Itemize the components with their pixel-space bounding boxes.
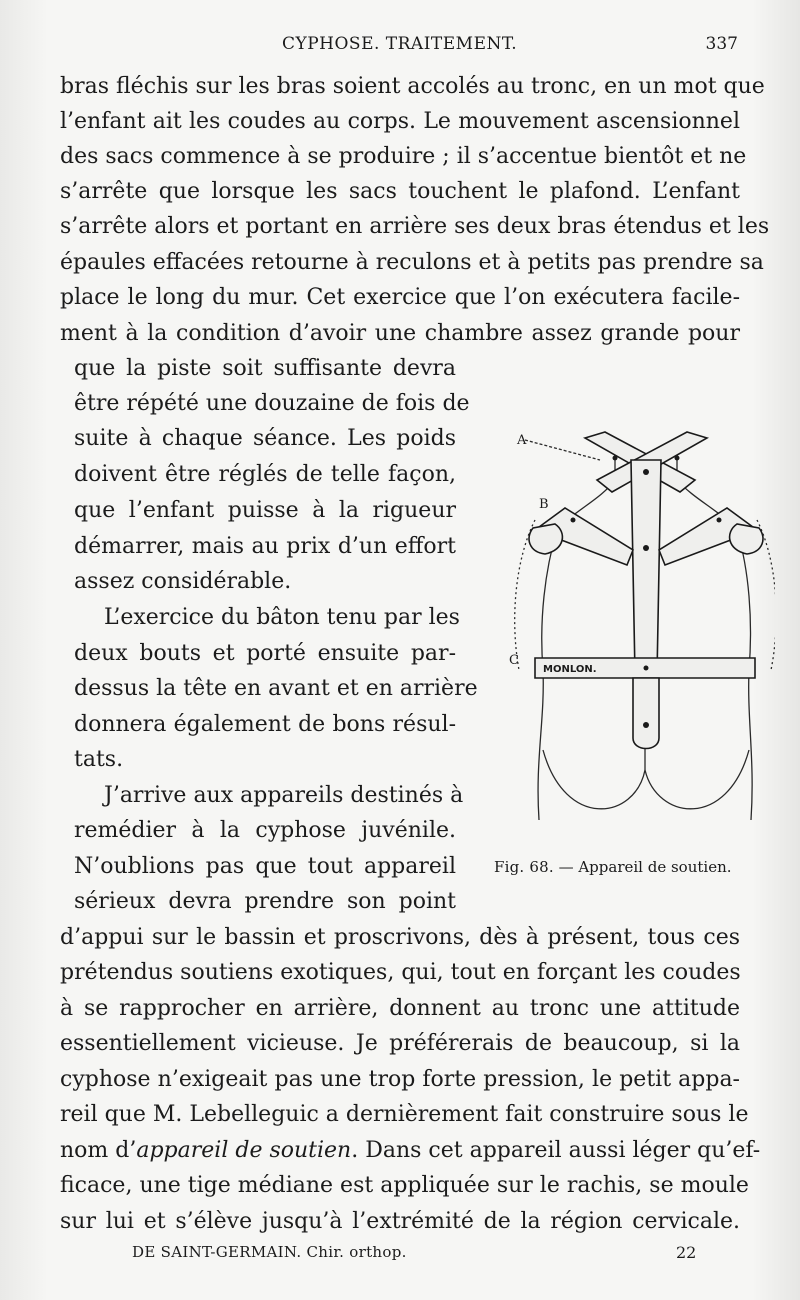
text-line: épaules effacées retourne à reculons et à petits pas prendre sa	[60, 250, 764, 275]
text-line: J’arrive aux appareils destinés à	[104, 783, 464, 808]
label-a: A	[517, 433, 527, 448]
label-c: C	[509, 653, 519, 668]
brace-illustration	[505, 420, 775, 840]
text-line: s’arrête alors et portant en arrière ses deux bras étendus et les	[60, 214, 770, 239]
text-line: suite à chaque séance. Les poids	[74, 426, 456, 451]
text-line: que l’enfant puisse à la rigueur	[74, 498, 456, 523]
text-line: reil que M. Lebelleguic a dernièrement fait construire sous le	[60, 1102, 749, 1127]
page-header	[0, 34, 800, 60]
text-line: sur lui et s’élève jusqu’à l’extrémité de la région cervicale.	[60, 1209, 740, 1234]
text-line: des sacs commence à se produire ; il s’accentue bientôt et ne	[60, 144, 747, 169]
text-line: L’exercice du bâton tenu par les	[104, 605, 460, 630]
text-line: place le long du mur. Cet exercice que l’on exécutera facile-	[60, 285, 740, 310]
text-line: ficace, une tige médiane est appliquée sur le rachis, se moule	[60, 1173, 749, 1198]
emphasized-term: appareil de soutien	[136, 1138, 352, 1163]
text-line: démarrer, mais au prix d’un effort	[74, 534, 456, 559]
text-line: dessus la tête en avant et en arrière	[74, 676, 478, 701]
text-line: cyphose n’exigeait pas une trop forte pression, le petit appa-	[60, 1067, 740, 1092]
text-line: à se rapprocher en arrière, donnent au tronc une attitude	[60, 996, 740, 1021]
text-line: d’appui sur le bassin et proscrivons, dès à présent, tous ces	[60, 925, 740, 950]
text-line: ment à la condition d’avoir une chambre assez grande pour	[60, 321, 740, 346]
text-line: remédier à la cyphose juvénile.	[74, 818, 456, 843]
text-line: N’oublions pas que tout appareil	[74, 854, 456, 879]
running-title: CYPHOSE. TRAITEMENT.	[282, 34, 518, 54]
text-line: que la piste soit suffisante devra	[74, 356, 456, 381]
text-line: essentiellement vicieuse. Je préférerais de beaucoup, si la	[60, 1031, 740, 1056]
figure-number: Fig. 68.	[494, 858, 554, 876]
text-line: être répété une douzaine de fois de	[74, 391, 470, 416]
text-line	[60, 1136, 761, 1166]
text-line: deux bouts et porté ensuite par-	[74, 641, 456, 666]
footer-signature: DE SAINT-GERMAIN. Chir. orthop.	[132, 1243, 407, 1261]
text-run: . Dans cet appareil aussi léger qu’ef-	[351, 1138, 761, 1163]
text-line: doivent être réglés de telle façon,	[74, 462, 456, 487]
figure-caption	[494, 858, 732, 876]
text-line: donnera également de bons résul-	[74, 712, 456, 737]
text-line: s’arrête que lorsque les sacs touchent le plafond. L’enfant	[60, 179, 740, 204]
page-number: 337	[705, 34, 738, 54]
page-footer	[0, 1243, 800, 1267]
text-line: sérieux devra prendre son point	[74, 889, 456, 914]
belt-label: MONLON.	[543, 664, 597, 675]
text-line: tats.	[74, 747, 124, 772]
text-line: l’enfant ait les coudes au corps. Le mouvement ascensionnel	[60, 109, 740, 134]
text-line: prétendus soutiens exotiques, qui, tout en forçant les coudes	[60, 960, 741, 985]
figure-caption-text: — Appareil de soutien.	[553, 858, 732, 876]
label-b: B	[539, 497, 549, 512]
text-run: nom d’	[60, 1138, 137, 1163]
text-line: assez considérable.	[74, 569, 292, 594]
text-line: bras fléchis sur les bras soient accolés au tronc, en un mot que	[60, 74, 765, 99]
sheet-number: 22	[676, 1243, 697, 1262]
